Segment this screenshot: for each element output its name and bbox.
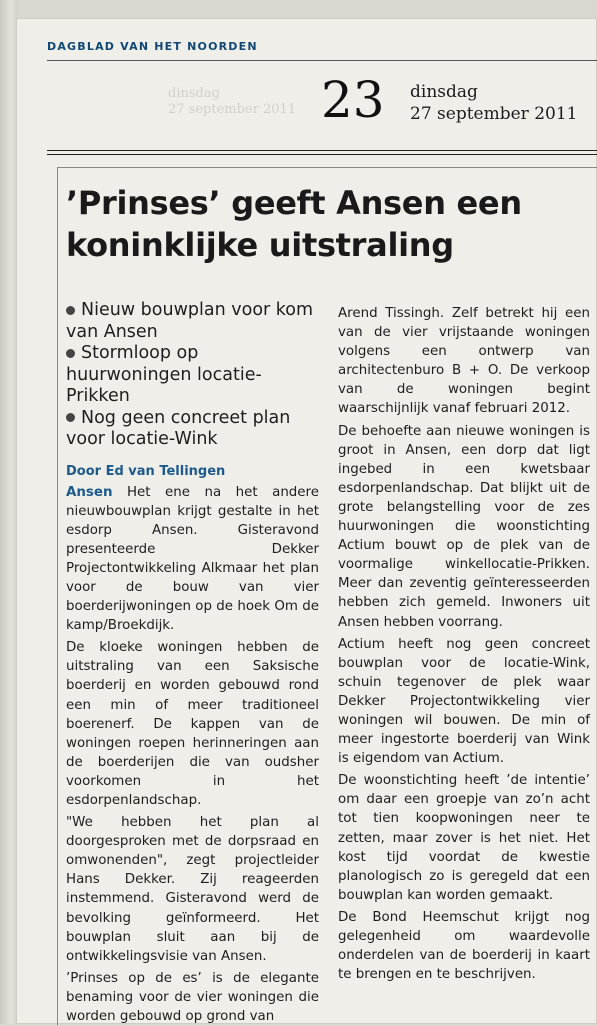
article-column-left — [66, 300, 319, 1026]
paragraph: Actium heeft nog geen concreet bouwplan voor de locatie-Wink, schuin tegenover de plek waar Dekker Projectontwikkeling vier woningen wil bouwen. De min of meer ingestorte boerderij van Wink is eigendom van Actium. — [338, 636, 590, 767]
full-date: 27 september 2011 — [410, 104, 578, 124]
bullet-icon — [66, 306, 75, 315]
bleed-through-text — [168, 86, 308, 126]
ghost-line: 27 september 2011 — [168, 102, 297, 117]
paragraph: De Bond Heemschut krijgt nog gelegenheid om waardevolle onderdelen van de boerderij in kaart te brengen en te beschrijven. — [338, 909, 590, 983]
header-double-rule — [47, 150, 597, 155]
paragraph: ’Prinses op de es’ is de elegante benaming voor de vier woningen die worden gebouwd op grond van — [66, 970, 319, 1025]
page-number: 23 — [321, 71, 385, 129]
summary-bullets — [66, 300, 319, 451]
paragraph: "We hebben het plan al doorgesproken met de dorpsraad en omwonenden", zegt projectleider Hans Dekker. Zij reageerden instemmend. Gisteravond werd de bevolking geïnformeerd. Het bouwplan sluit aan bij de ontwikkelingsvisie van Ansen. — [66, 815, 319, 964]
bullet-icon — [66, 349, 75, 358]
paragraph: De behoefte aan nieuwe woningen is groot in Ansen, een dorp dat ligt ingebed in een kwetsbaar esdorpenlandschap. Dat blijkt uit de grote belangstelling voor de zes huurwoningen die woonstichting Actium bouwt op de plek van de voormalige winkellocatie-Prikken. Meer dan zeventig geïnteresseerden hebben zich gemeld. Inwoners uit Ansen hebben voorrang. — [338, 423, 590, 630]
dateline: Ansen — [66, 484, 113, 500]
summary-bullet: Nog geen concreet plan voor locatie-Wink — [66, 407, 291, 449]
article-column-right — [338, 304, 590, 984]
paragraph: De kloeke woningen hebben de uitstraling van een Saksische boerderij en worden gebouwd rond een min of meer traditioneel boerenerf. De kappen van de woningen roepen herinneringen aan de boerderijen die van oudsher voorkomen in het esdorpenlandschap. — [66, 640, 319, 808]
byline: Door Ed van Tellingen — [66, 463, 226, 479]
paragraph: De woonstichting heeft ’de intentie’ om daar een groepje van zo’n acht tot tien koopwoningen neer te zetten, maar zover is het niet. Het kost tijd voordat de kwestie planologisch zo is geregeld dat een bouwplan kan worden gemaakt. — [338, 773, 590, 903]
masthead-rule — [47, 60, 597, 61]
headline-line: ’Prinses’ geeft Ansen een — [66, 184, 522, 222]
masthead: DAGBLAD VAN HET NOORDEN — [47, 40, 258, 53]
headline-line: koninklijke uitstraling — [66, 226, 454, 264]
summary-bullet: Stormloop op huurwoningen locatie-Prikken — [66, 343, 262, 406]
paragraph: Ansen Het ene na het andere nieuwbouwplan krijgt gestalte in het esdorp Ansen. Gisteravond presenteerde Dekker Projectontwikkeling Alkmaar het plan voor de bouw van vier boerderijwoningen op de hoek Om de kamp/Broekdijk. — [66, 484, 319, 634]
ghost-line: dinsdag — [168, 86, 220, 101]
headline — [66, 182, 586, 266]
summary-bullet: Nieuw bouwplan voor kom van Ansen — [66, 300, 314, 342]
paragraph: Arend Tissingh. Zelf betrekt hij een van de vier vrijstaande woningen volgens een ontwerp van architectenburo B + O. De verkoop van de woningen begint waarschijnlijk vanaf februari 2012. — [338, 306, 590, 417]
bullet-icon — [66, 413, 75, 422]
weekday: dinsdag — [410, 82, 478, 102]
